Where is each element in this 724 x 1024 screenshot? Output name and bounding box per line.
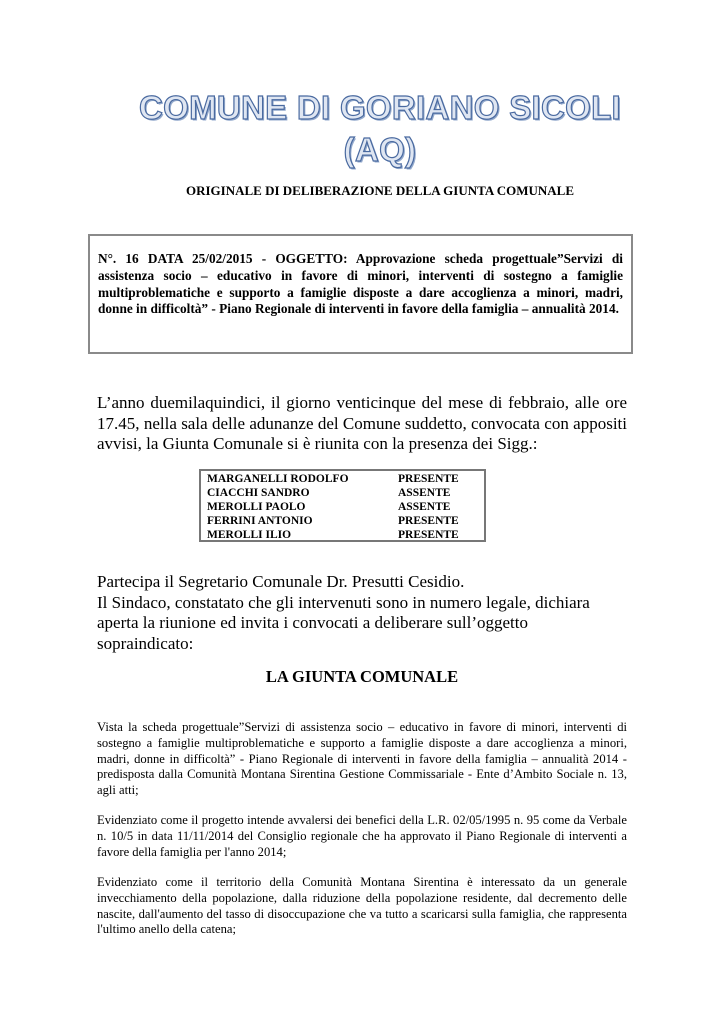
member-status: PRESENTE [398,515,459,527]
member-name: FERRINI ANTONIO [207,515,313,527]
mayor-line: Il Sindaco, constatato che gli intervenuti sono in numero legale, dichiara aperta la riunione ed invita i convocati a deliberare sull’oggetto sopraindicato: [97,592,590,653]
secretary-line: Partecipa il Segretario Comunale Dr. Presutti Cesidio. [97,572,465,591]
member-name: MEROLLI ILIO [207,529,292,541]
attendance-row [207,486,478,500]
attendance-row [207,500,478,514]
body-paragraph: Evidenziato come il territorio della Comunità Montana Sirentina è interessato da un generale invecchiamento della popolazione, dalla riduzione della popolazione residente, dal decremento delle nascite, dall'aumento del tasso di disoccupazione che va tutto a scaricarsi sulla famiglia, che rappresenta l'ultimo anello della catena; [97,875,627,937]
subject-box [88,234,633,354]
intro-paragraph: L’anno duemilaquindici, il giorno venticinque del mese di febbraio, alle ore 17.45, nella sala delle adunanze del Comune suddetto, convocata con appositi avvisi, la Giunta Comunale si è riunita con la presenza dei Sigg.: [97,393,627,453]
attendance-table [199,469,486,542]
body-paragraph: Evidenziato come il progetto intende avvalersi dei benefici della L.R. 02/05/1995 n. 95 come da Verbale n. 10/5 in data 11/11/2014 del Consiglio regionale che ha approvato il Piano Regionale di interventi a favore della famiglia per l'anno 2014; [97,813,627,859]
member-status: PRESENTE [398,529,459,541]
member-status: PRESENTE [398,473,459,485]
subject-text: N°. 16 DATA 25/02/2015 - OGGETTO: Approvazione scheda progettuale”Servizi di assistenza socio – educativo in favore di minori, interventi di sostegno a famiglie multiproblematiche e supporto a famiglie disposte a dare accoglienza a minori, madri, donne in difficoltà” - Piano Regionale di interventi in favore della famiglia – annualità 2014. [98,251,623,317]
document-subtitle: ORIGINALE DI DELIBERAZIONE DELLA GIUNTA COMUNALE [185,183,575,198]
member-status: ASSENTE [398,487,451,499]
member-name: CIACCHI SANDRO [207,487,310,499]
session-paragraph [97,572,627,654]
member-name: MARGANELLI RODOLFO [207,473,349,485]
attendance-row [207,514,478,528]
province-code: (AQ) [343,131,417,168]
member-status: ASSENTE [398,501,451,513]
municipality-title: COMUNE DI GORIANO SICOLI [138,89,622,126]
attendance-row [207,528,478,542]
attendance-row [207,472,478,486]
body-paragraph: Vista la scheda progettuale”Servizi di assistenza socio – educativo in favore di minori, interventi di sostegno a famiglie multiproblematiche e supporto a famiglie disposte a dare accoglienza a minori, madri, donne in difficoltà” - Piano Regionale di interventi in favore della famiglia – annualità 2014 - predisposta dalla Comunità Montana Sirentina Gestione Commissariale - Ente d’Ambito Sociale n. 13, agli atti; [97,720,627,798]
section-heading: LA GIUNTA COMUNALE [265,667,459,686]
member-name: MEROLLI PAOLO [207,501,306,513]
